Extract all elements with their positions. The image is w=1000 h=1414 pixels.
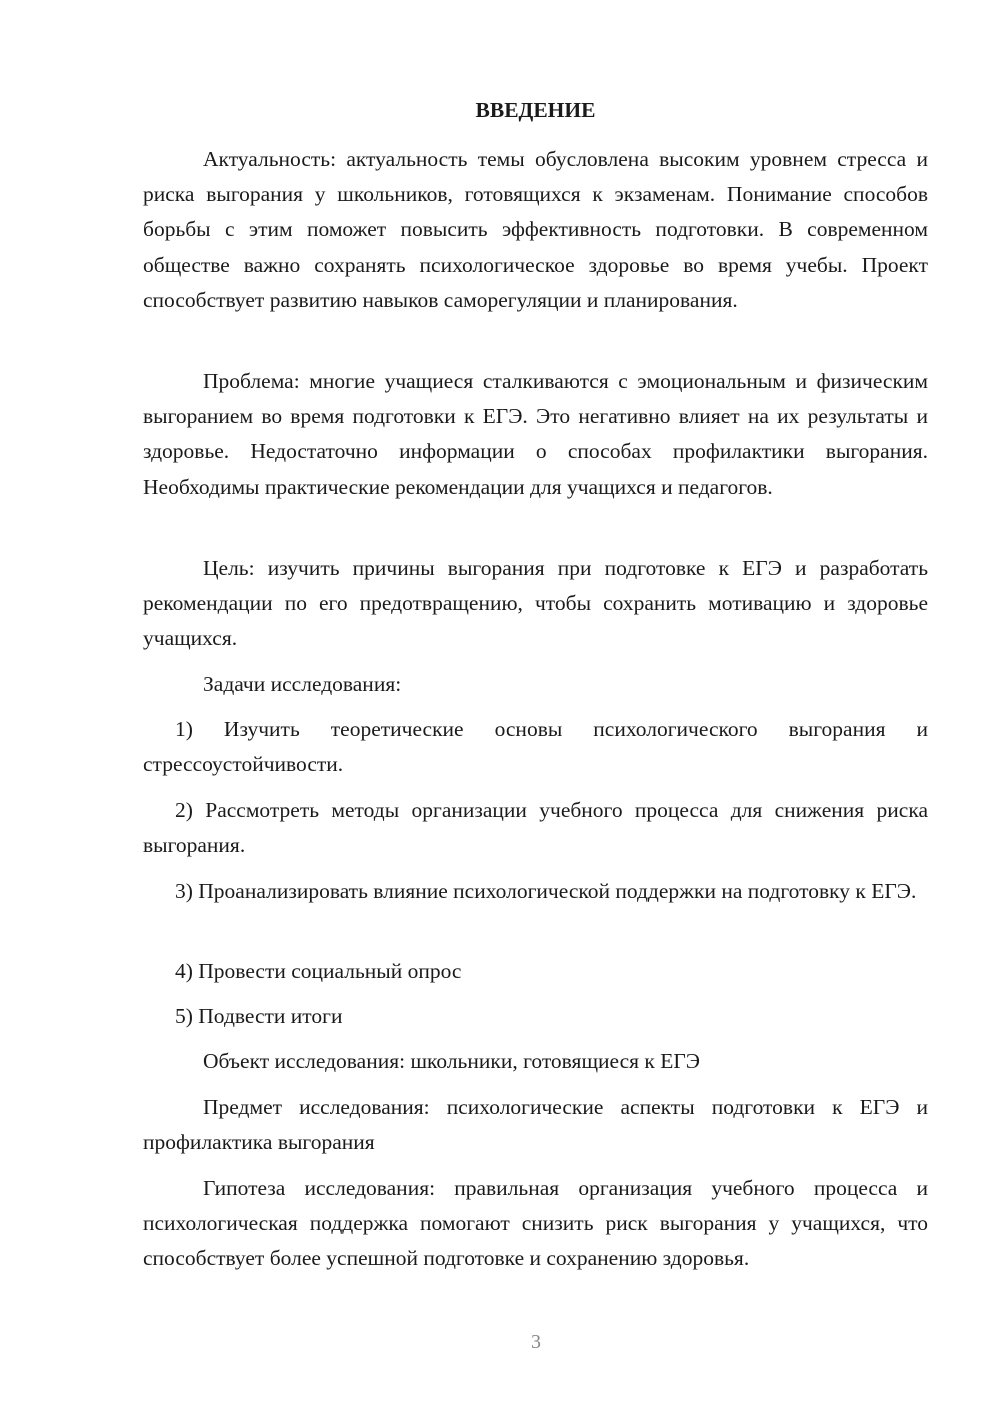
hypothesis-paragraph: Гипотеза исследования: правильная организация учебного процесса и психологическая поддержка помогают снизить риск выгорания у учащихся, что способствует более успешной подготовке и сохранению здоровья. [143, 1176, 928, 1271]
task-item-3: 3) Проанализировать влияние психологической поддержки на подготовку к ЕГЭ. [175, 879, 917, 903]
relevance-paragraph: Актуальность: актуальность темы обусловлена высоким уровнем стресса и риска выгорания у школьников, готовящихся к экзаменам. Понимание способов борьбы с этим поможет повысить эффективность подготовки. В современном обществе важно сохранять психологическое здоровье во время учебы. Проект способствует развитию навыков саморегуляции и планирования. [143, 147, 928, 312]
goal-paragraph: Цель: изучить причины выгорания при подготовке к ЕГЭ и разработать рекомендации по его предотвращению, чтобы сохранить мотивацию и здоровье учащихся. [143, 556, 928, 651]
tasks-heading: Задачи исследования: [203, 672, 402, 696]
task-item-5: 5) Подвести итоги [175, 1004, 343, 1028]
page-title: ВВЕДЕНИЕ [475, 98, 596, 122]
task-item-1: 1) Изучить теоретические основы психологического выгорания и стрессоустойчивости. [143, 717, 928, 777]
subject-paragraph: Предмет исследования: психологические аспекты подготовки к ЕГЭ и профилактика выгорания [143, 1095, 928, 1155]
task-item-2: 2) Рассмотреть методы организации учебного процесса для снижения риска выгорания. [143, 798, 928, 858]
task-item-4: 4) Провести социальный опрос [175, 959, 462, 983]
page-number: 3 [531, 1331, 541, 1353]
problem-paragraph: Проблема: многие учащиеся сталкиваются с эмоциональным и физическим выгоранием во время подготовки к ЕГЭ. Это негативно влияет на их результаты и здоровье. Недостаточно информации о способах профилактики выгорания. Необходимы практические рекомендации для учащихся и педагогов. [143, 369, 928, 499]
object-paragraph: Объект исследования: школьники, готовящиеся к ЕГЭ [203, 1049, 700, 1073]
